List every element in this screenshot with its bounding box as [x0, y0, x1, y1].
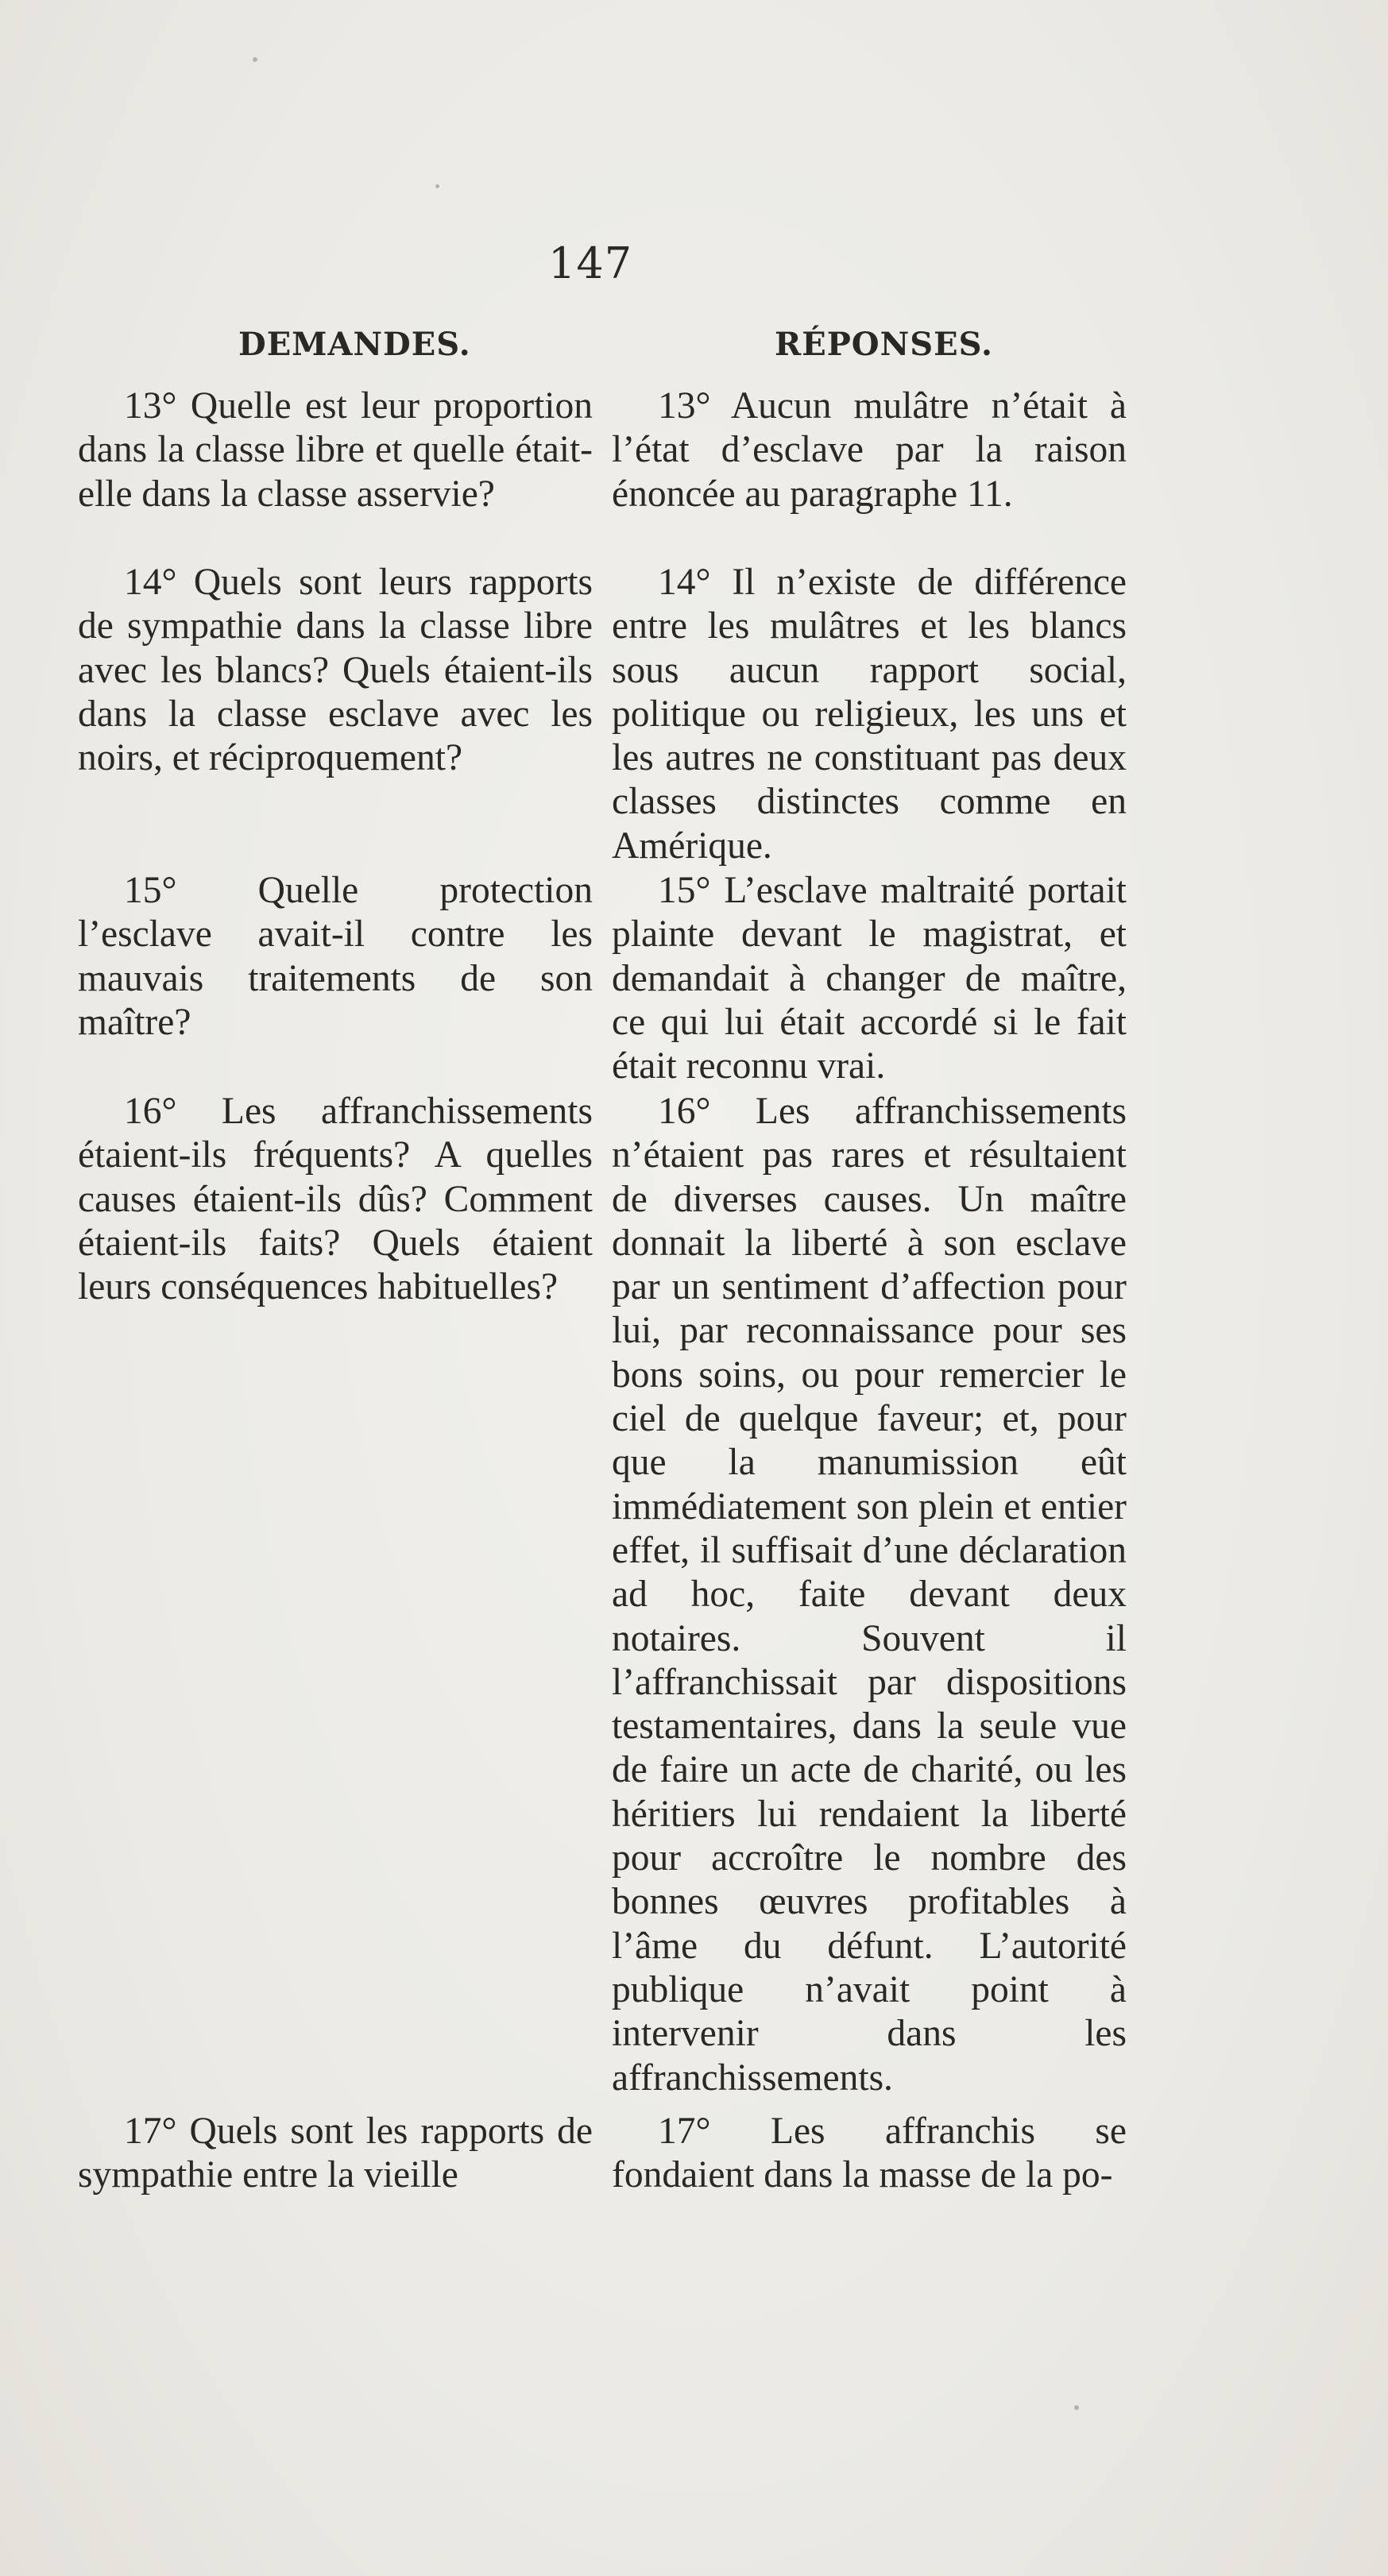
paper-speck — [1074, 2405, 1079, 2410]
answer-13 — [612, 384, 1127, 516]
question-16 — [78, 1090, 593, 1309]
reponses-heading: RÉPONSES. — [775, 326, 993, 363]
question-17-text: 17° Quels sont les rapports de sympathie entre la vieille — [78, 2111, 593, 2196]
answer-15 — [612, 869, 1127, 1088]
paper-speck — [435, 184, 439, 188]
question-15-text: 15° Quelle protection l’esclave avait-il contre les mauvais traitements de son maître? — [78, 870, 593, 1043]
questions-column — [78, 384, 593, 2196]
answer-14 — [612, 561, 1127, 868]
question-17 — [78, 2110, 593, 2198]
question-15 — [78, 869, 593, 1045]
demandes-heading: DEMANDES. — [238, 326, 471, 363]
answer-16 — [612, 1090, 1127, 2100]
question-13 — [78, 384, 593, 516]
answer-13-text: 13° Aucun mulâtre n’était à l’état d’esclave par la raison énoncée au paragraphe 11. — [612, 385, 1127, 515]
answer-15-text: 15° L’esclave maltraité portait plainte devant le magistrat, et demandait à changer de maître, ce qui lui était accordé si le fait était reconnu vrai. — [612, 870, 1127, 1087]
page-number: 147 — [548, 238, 633, 288]
question-13-text: 13° Quelle est leur proportion dans la classe libre et quelle était-elle dans la classe asservie? — [78, 385, 593, 515]
answer-16-text: 16° Les affranchissements n’étaient pas rares et résultaient de diverses causes. Un maître donnait la liberté à son esclave par un sentiment d’affection pour lui, par reconnaissance pour ses bons soins, ou pour remercier le ciel de quelque faveur; et, pour que la manumission eût immédiatement son plein et entier effet, il suffisait d’une déclaration ad hoc, faite devant deux notaires. Souvent il l’affranchissait par dispositions testamentaires, dans la seule vue de faire un acte de charité, ou les héritiers lui rendaient la liberté pour accroître le nombre des bonnes œuvres profitables à l’âme du défunt. L’autorité publique n’avait point à intervenir dans les affranchissements. — [612, 1091, 1127, 2099]
question-14 — [78, 561, 593, 780]
question-16-text: 16° Les affranchissements étaient-ils fréquents? A quelles causes étaient-ils dûs? Comment étaient-ils faits? Quels étaient leurs conséquences habituelles? — [78, 1091, 593, 1308]
answer-14-text: 14° Il n’existe de différence entre les mulâtres et les blancs sous aucun rapport social, politique ou religieux, les uns et les autres ne constituant pas deux classes distinctes comme en Amérique. — [612, 562, 1127, 867]
question-14-text: 14° Quels sont leurs rapports de sympathie dans la classe libre avec les blancs? Quels étaient-ils dans la classe esclave avec les noirs, et réciproquement? — [78, 562, 593, 779]
answer-17-text: 17° Les affranchis se fondaient dans la masse de la po- — [612, 2111, 1127, 2196]
paper-speck — [253, 57, 257, 62]
answer-17 — [612, 2110, 1127, 2198]
